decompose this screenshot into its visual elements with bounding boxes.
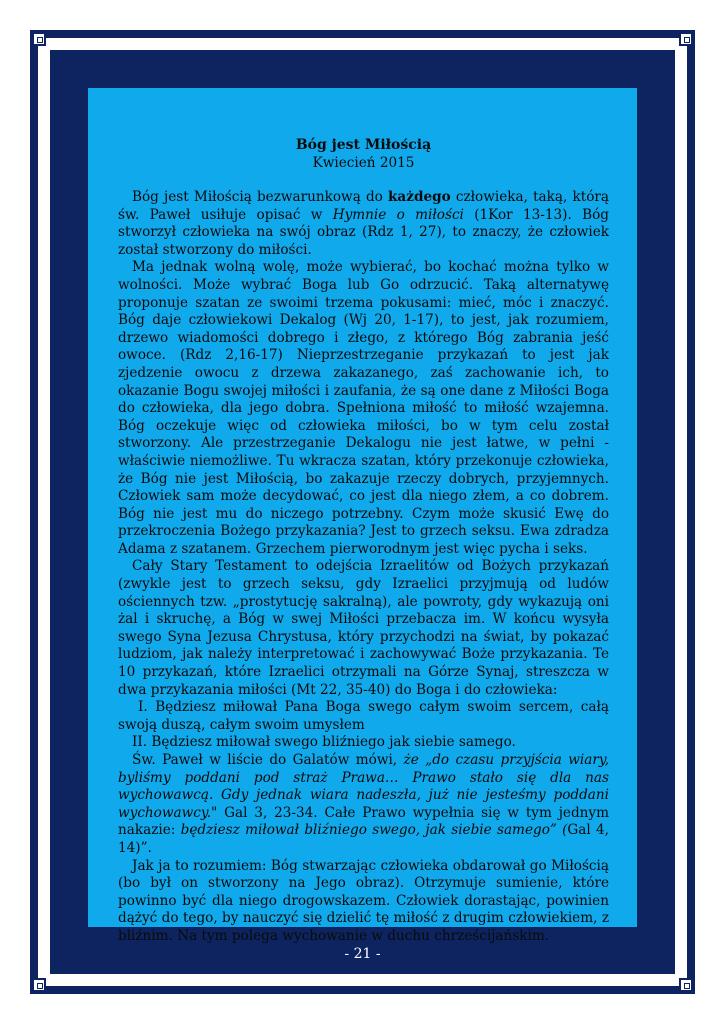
commandment-2: II. Będziesz miłował swego bliźniego jak siebie samego.: [132, 734, 516, 751]
paragraph-galatians-text-b: Gal 3, 23-34. Całe Prawo wypełnia się w tym jednym nakazie:: [118, 804, 609, 839]
paragraph-final: Jak ja to rozumiem: Bóg stwarzając człowieka obdarował go Miłością (bo był on stworzony na Jego obraz). Otrzymuje sumienie, które powinno być dla niego drogowskazem. Człowiek dorastając, powinien dążyć do tego, by nauczyć się dzielić tę miłość z drugim człowiekiem, z bliźnim. Na tym polega wychowanie w duchu chrześcijańskim.: [118, 857, 609, 944]
paragraph-1-text-c: (1Kor 13-13). Bóg stworzył człowieka na swój obraz (Rdz 1, 27), to znaczy, że człowiek został stworzony do miłości.: [118, 206, 609, 258]
paragraph-galatians-quote: że „do czasu przyjścia wiary, byliśmy poddani pod straż Prawa… Prawo stało się dla nas wychowawcą. Gdy jednak wiara nadeszła, już nie jesteśmy poddani wychowawcy.": [118, 752, 610, 821]
paragraph-2: Ma jednak wolną wolę, może wybierać, bo kochać można tylko w wolności. Może wybrać Boga lub Go odrzucić. Taką alternatywę proponuje szatan ze swoimi trzema pokusami: mieć, móc i znaczyć. Bóg daje człowiekowi Dekalog (Wj 20, 1-17), to jest, jak rozumiem, drzewo wiadomości dobrego i złego, z którego Bóg zabrania jeść owoce. (Rdz 2,16-17) Nieprzestrzeganie przykazań to jest jak zjedzenie owocu z drzewa zakazanego, zaś zachowanie ich, to okazanie Bogu swojej miłości i zaufania, że są one dane z Miłości Boga do człowieka, dla jego dobra. Spełniona miłość to miłość wzajemna. Bóg oczekuje więc od człowieka miłości, bo w tym celu został stworzony. Ale przestrzeganie Dekalogu nie jest łatwe, w pełni - właściwie niemożliwe. Tu wkracza szatan, który przekonuje człowieka, że Bóg nie jest Miłością, bo zakazuje rzeczy dobrych, przyjemnych. Człowiek sam może decydować, co jest dla niego złem, a co dobrem. Bóg nie jest mu do niczego potrzebny. Czym może skusić Ewę do przekroczenia Bożego przykazania? Jest to grzech seksu. Ewa zdradza Adama z szatanem. Grzechem pierworodnym jest więc pycha i seks.: [118, 259, 609, 557]
paragraph-1-text-b: człowieka, taką, którą św. Paweł usiłuje opisać w: [118, 189, 609, 223]
corner-ornament-top-left: [32, 32, 46, 46]
document-title: Bóg jest Miłością: [295, 137, 432, 153]
paragraph-galatians: [118, 752, 609, 858]
paragraph-1-bold: każdego: [388, 189, 451, 205]
paragraph-3: Cały Stary Testament to odejścia Izraelitów od Bożych przykazań (zwykle jest to grzech seksu, gdy Izraelici przyjmują od ludów ościennych tzw. „prostytucję sakralną), ale powroty, gdy wykazują oni żal i skruchę, a Bóg w swej Miłości przebacza im. W końcu wysyła swego Syna Jezusa Chrystusa, który przychodzi na świat, by pokazać ludziom, jak należy interpretować i zachowywać Boże przykazania. Te 10 przykazań, które Izraelici otrzymali na Górze Synaj, streszcza w dwa przykazania miłości (Mt 22, 35-40) do Boga i do człowieka:: [118, 558, 609, 698]
page-number: - 21 -: [344, 946, 381, 962]
corner-ornament-bottom-left: [32, 978, 46, 992]
paragraph-1-italic: Hymnie o miłości: [332, 206, 464, 223]
paragraph-galatians-text-a: Św. Paweł w liście do Galatów mówi,: [132, 752, 404, 768]
paragraph-1-text-a: Bóg jest Miłością bezwarunkową do: [132, 189, 389, 205]
paragraph-galatians-text-c: Gal 4, 14)”.: [118, 822, 609, 856]
commandment-1: I. Będziesz miłował Pana Boga swego całym swoim sercem, całą swoją duszą, całym swoim umysłem: [118, 699, 609, 733]
paragraph-1: [118, 189, 609, 259]
corner-ornament-bottom-right: [679, 978, 693, 992]
text-panel: [88, 88, 637, 944]
document-date: Kwiecień 2015: [312, 155, 415, 171]
paragraph-galatians-quote-2: będziesz miłował bliźniego swego, jak siebie samego” (: [180, 822, 568, 839]
corner-ornament-top-right: [679, 32, 693, 46]
